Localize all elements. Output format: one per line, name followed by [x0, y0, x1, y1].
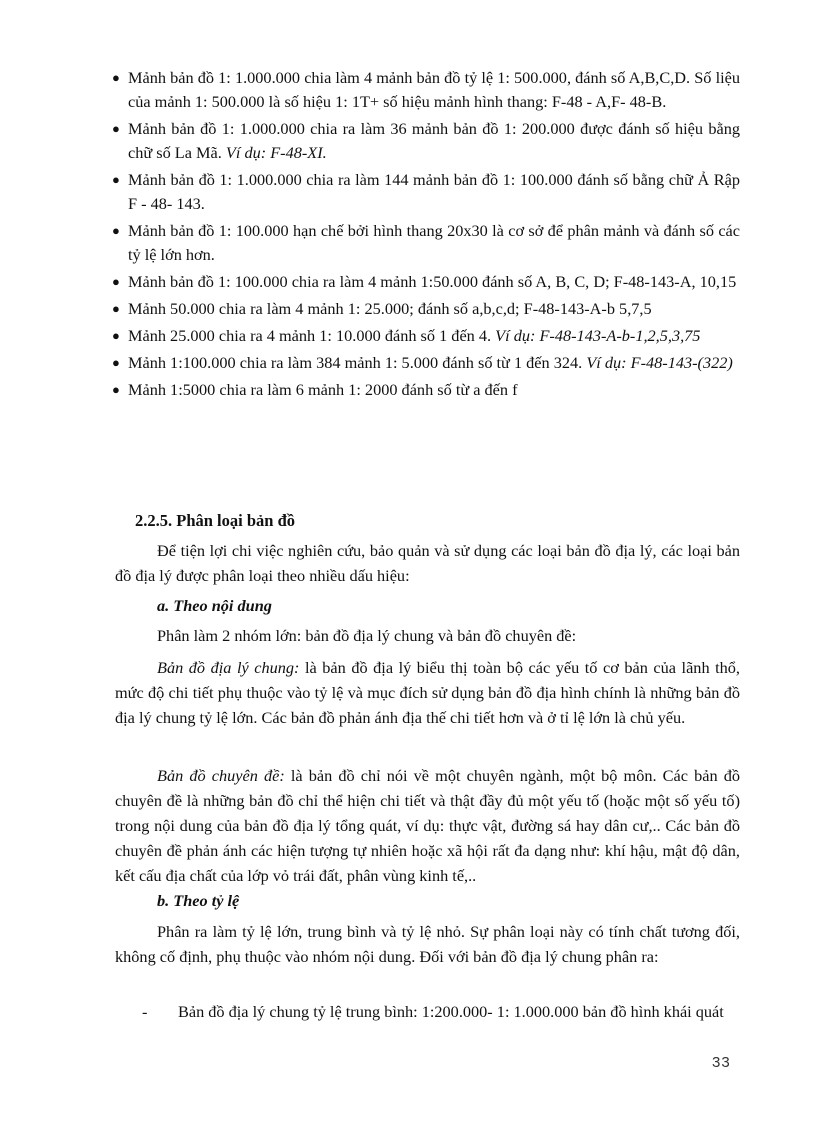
page-number: 33: [712, 1054, 731, 1071]
thematic-map-paragraph: [115, 763, 740, 888]
bullet-text: Mảnh 50.000 chia ra làm 4 mảnh 1: 25.000; đánh số a,b,c,d; F-48-143-A-b 5,7,5: [128, 299, 652, 318]
bullet-text: Mảnh bản đồ 1: 1.000.000 chia làm 4 mảnh bản đồ tỷ lệ 1: 500.000, đánh số A,B,C,D. Số liệu của mảnh 1: 500.000 là số hiệu 1: 1T+ số hiệu mảnh hình thang: F-48 - A,F- 48-B.: [128, 68, 740, 111]
bullet-list: [112, 66, 740, 405]
list-item: [112, 117, 740, 165]
subsection-a-lead: [115, 623, 740, 648]
list-item: [112, 297, 740, 321]
general-map-paragraph: [115, 655, 740, 730]
bullet-example: Ví dụ: F-48-XI.: [225, 143, 327, 162]
bullet-icon: ●: [112, 223, 120, 238]
lead-text: Phân làm 2 nhóm lớn: bản đồ địa lý chung và bản đồ chuyên đề:: [157, 626, 577, 645]
subsection-b-title: b. Theo tỷ lệ: [157, 891, 240, 910]
bullet-icon: ●: [112, 328, 120, 343]
bullet-example: Ví dụ: F-48-143-A-b-1,2,5,3,75: [495, 326, 701, 345]
thematic-map-text: là bản đồ chỉ nói về một chuyên ngành, một bộ môn. Các bản đồ chuyên đề là những bản đồ chỉ thể hiện chi tiết và thật đầy đủ một yếu tố (hoặc một số yếu tố) trong nội dung của bản đồ địa lý tổng quát, ví dụ: thực vật, đường sá hay dân cư,.. Các bản đồ chuyên đề phản ánh các hiện tượng tự nhiên hoặc xã hội rất đa dạng như: khí hậu, mật độ dân, kết cấu địa chất của lớp vỏ trái đất, phân vùng kinh tế,..: [115, 766, 740, 885]
bullet-text: Mảnh bản đồ 1: 1.000.000 chia ra làm 36 mảnh bản đồ 1: 200.000 được đánh số hiệu bằng chữ số La Mã.: [128, 119, 740, 162]
thematic-map-term: Bản đồ chuyên đề:: [157, 766, 285, 785]
bullet-icon: ●: [112, 355, 120, 370]
list-item: [112, 351, 740, 375]
subsection-b-paragraph: [115, 919, 740, 969]
general-map-term: Bản đồ địa lý chung:: [157, 658, 300, 677]
list-item: [112, 324, 740, 348]
bullet-text: Mảnh bản đồ 1: 1.000.000 chia ra làm 144 mảnh bản đồ 1: 100.000 đánh số bằng chữ Ả Rập F - 48- 143.: [128, 170, 740, 213]
list-item: [112, 219, 740, 267]
bullet-text: Mảnh bản đồ 1: 100.000 chia ra làm 4 mảnh 1:50.000 đánh số A, B, C, D; F-48-143-A, 10,15: [128, 272, 737, 291]
dash-item-text: Bản đồ địa lý chung tỷ lệ trung bình: 1:200.000- 1: 1.000.000 bản đồ hình khái quát: [178, 1002, 724, 1021]
bullet-icon: ●: [112, 172, 120, 187]
subsection-a-title: a. Theo nội dung: [157, 596, 272, 615]
bullet-icon: ●: [112, 121, 120, 136]
dash-list-item: [142, 999, 740, 1024]
list-item: [112, 270, 740, 294]
bullet-text: Mảnh 1:5000 chia ra làm 6 mảnh 1: 2000 đánh số từ a đến f: [128, 380, 518, 399]
bullet-example: Ví dụ: F-48-143-(322): [586, 353, 733, 372]
section-heading: 2.2.5. Phân loại bản đồ: [135, 511, 296, 530]
bullet-icon: ●: [112, 70, 120, 85]
list-item: [112, 378, 740, 402]
list-item: [112, 66, 740, 114]
general-map-text: là bản đồ địa lý biểu thị toàn bộ các yếu tố cơ bản của lãnh thổ, mức độ chi tiết phụ thuộc vào tỷ lệ và mục đích sử dụng bản đồ địa hình chính là những bản đồ địa lý chung tỷ lệ lớn. Các bản đồ phản ánh địa thế chi tiết hơn và ở tỉ lệ lớn là chủ yếu.: [115, 658, 740, 727]
bullet-text: Mảnh 1:100.000 chia ra làm 384 mảnh 1: 5.000 đánh số từ 1 đến 324.: [128, 353, 587, 372]
intro-paragraph: [115, 538, 740, 588]
subsection-b-text: Phân ra làm tỷ lệ lớn, trung bình và tỷ lệ nhỏ. Sự phân loại này có tính chất tương đối, không cố định, phụ thuộc vào nhóm nội dung. Đối với bản đồ địa lý chung phân ra:: [115, 922, 740, 966]
intro-text: Để tiện lợi chi việc nghiên cứu, bảo quản và sử dụng các loại bản đồ địa lý, các loại bản đồ địa lý được phân loại theo nhiều dấu hiệu:: [115, 541, 740, 585]
bullet-text: Mảnh 25.000 chia ra 4 mảnh 1: 10.000 đánh số 1 đến 4.: [128, 326, 496, 345]
dash-symbol: -: [142, 1002, 148, 1021]
bullet-icon: ●: [112, 301, 120, 316]
list-item: [112, 168, 740, 216]
bullet-icon: ●: [112, 274, 120, 289]
bullet-text: Mảnh bản đồ 1: 100.000 hạn chế bởi hình thang 20x30 là cơ sở để phân mảnh và đánh số các tỷ lệ lớn hơn.: [128, 221, 740, 264]
bullet-icon: ●: [112, 382, 120, 397]
